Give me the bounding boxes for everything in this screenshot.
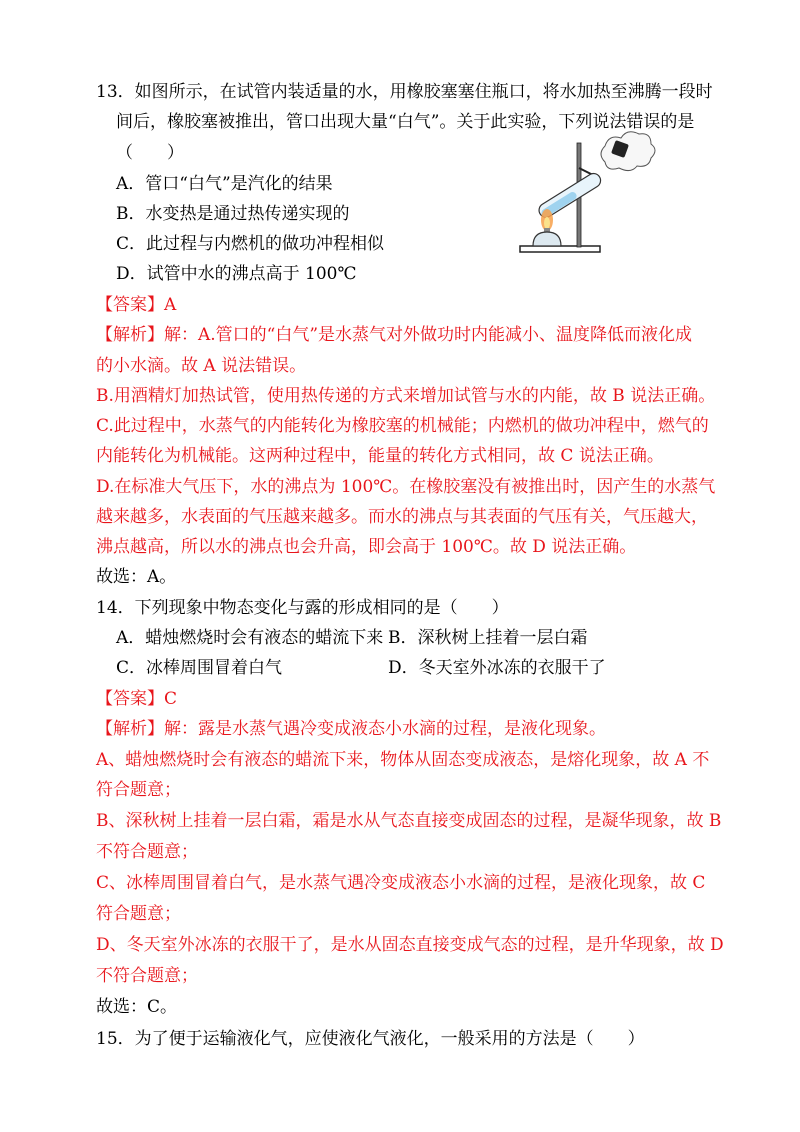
q14-analysis-line3: 符合题意； [96,780,181,800]
q13-analysis-line5: 内能转化为机械能。这两种过程中，能量的转化方式相同，故 C 说法正确。 [96,446,664,466]
q14-option-a: A．蜡烛燃烧时会有液态的蜡流下来 [116,628,384,648]
q13-analysis-line2: 的小水滴。故 A 说法错误。 [96,356,307,376]
q14-stem: 14．下列现象中物态变化与露的形成相同的是（ ） [96,598,509,618]
q13-analysis-line1: 【解析】解：A.管口的“白气”是水蒸气对外做功时内能减小、温度降低而液化成 [96,325,693,345]
q15-stem: 15．为了便于运输液化气，应使液化气液化，一般采用的方法是（ ） [96,1029,645,1049]
q13-blank: （ ） [116,143,184,163]
q13-stem-line2: 间后，橡胶塞被推出，管口出现大量“白气”。关于此实验，下列说法错误的是 [116,112,695,132]
q13-choice: 故选：A。 [96,567,177,587]
q13-analysis-line3: B.用酒精灯加热试管，使用热传递的方式来增加试管与水的内能，故 B 说法正确。 [96,386,716,406]
q14-option-c: C．冰棒周围冒着白气 [116,658,283,678]
q14-analysis-line5: 不符合题意； [96,842,198,862]
q13-option-c: C．此过程与内燃机的做功冲程相似 [116,234,385,254]
q14-analysis-line1: 【解析】解：露是水蒸气遇冷变成液态小水滴的过程，是液化现象。 [96,719,606,739]
q13-answer: 【答案】A [96,295,177,315]
q14-analysis-line8: D、冬天室外冰冻的衣服干了，是水从固态直接变成气态的过程，是升华现象，故 D [96,935,724,955]
q13-analysis-line6: D.在标准大气压下，水的沸点为 100℃。在橡胶塞没有被推出时，因产生的水蒸气 [96,477,716,497]
q14-analysis-line2: A、蜡烛燃烧时会有液态的蜡流下来，物体从固态变成液态，是熔化现象，故 A 不 [96,750,710,770]
q13-analysis-line7: 越来越多，水表面的气压越来越多。而水的沸点与其表面的气压有关，气压越大， [96,507,708,527]
q14-analysis-line6: C、冰棒周围冒着白气，是水蒸气遇冷变成液态小水滴的过程，是液化现象，故 C [96,873,706,893]
q14-option-b: B．深秋树上挂着一层白霜 [388,628,588,648]
q14-analysis-line7: 符合题意； [96,904,181,924]
q13-option-d: D．试管中水的沸点高于 100℃ [116,264,357,284]
q14-choice: 故选：C。 [96,997,178,1017]
q13-stem-line1: 13．如图所示，在试管内装适量的水，用橡胶塞塞住瓶口，将水加热至沸腾一段时 [96,82,713,102]
q13-option-a: A．管口“白气”是汽化的结果 [116,174,333,194]
q13-option-b: B．水变热是通过热传递实现的 [116,204,350,224]
q14-analysis-line9: 不符合题意； [96,966,198,986]
q13-analysis-line8: 沸点越高，所以水的沸点也会升高，即会高于 100℃。故 D 说法正确。 [96,537,637,557]
q14-option-d: D．冬天室外冰冻的衣服干了 [388,658,606,678]
test-tube-experiment-figure [515,128,665,258]
q14-answer: 【答案】C [96,689,178,709]
q13-analysis-line4: C.此过程中，水蒸气的内能转化为橡胶塞的机械能；内燃机的做功冲程中，燃气的 [96,416,709,436]
q14-analysis-line4: B、深秋树上挂着一层白霜，霜是水从气态直接变成固态的过程，是凝华现象，故 B [96,811,722,831]
